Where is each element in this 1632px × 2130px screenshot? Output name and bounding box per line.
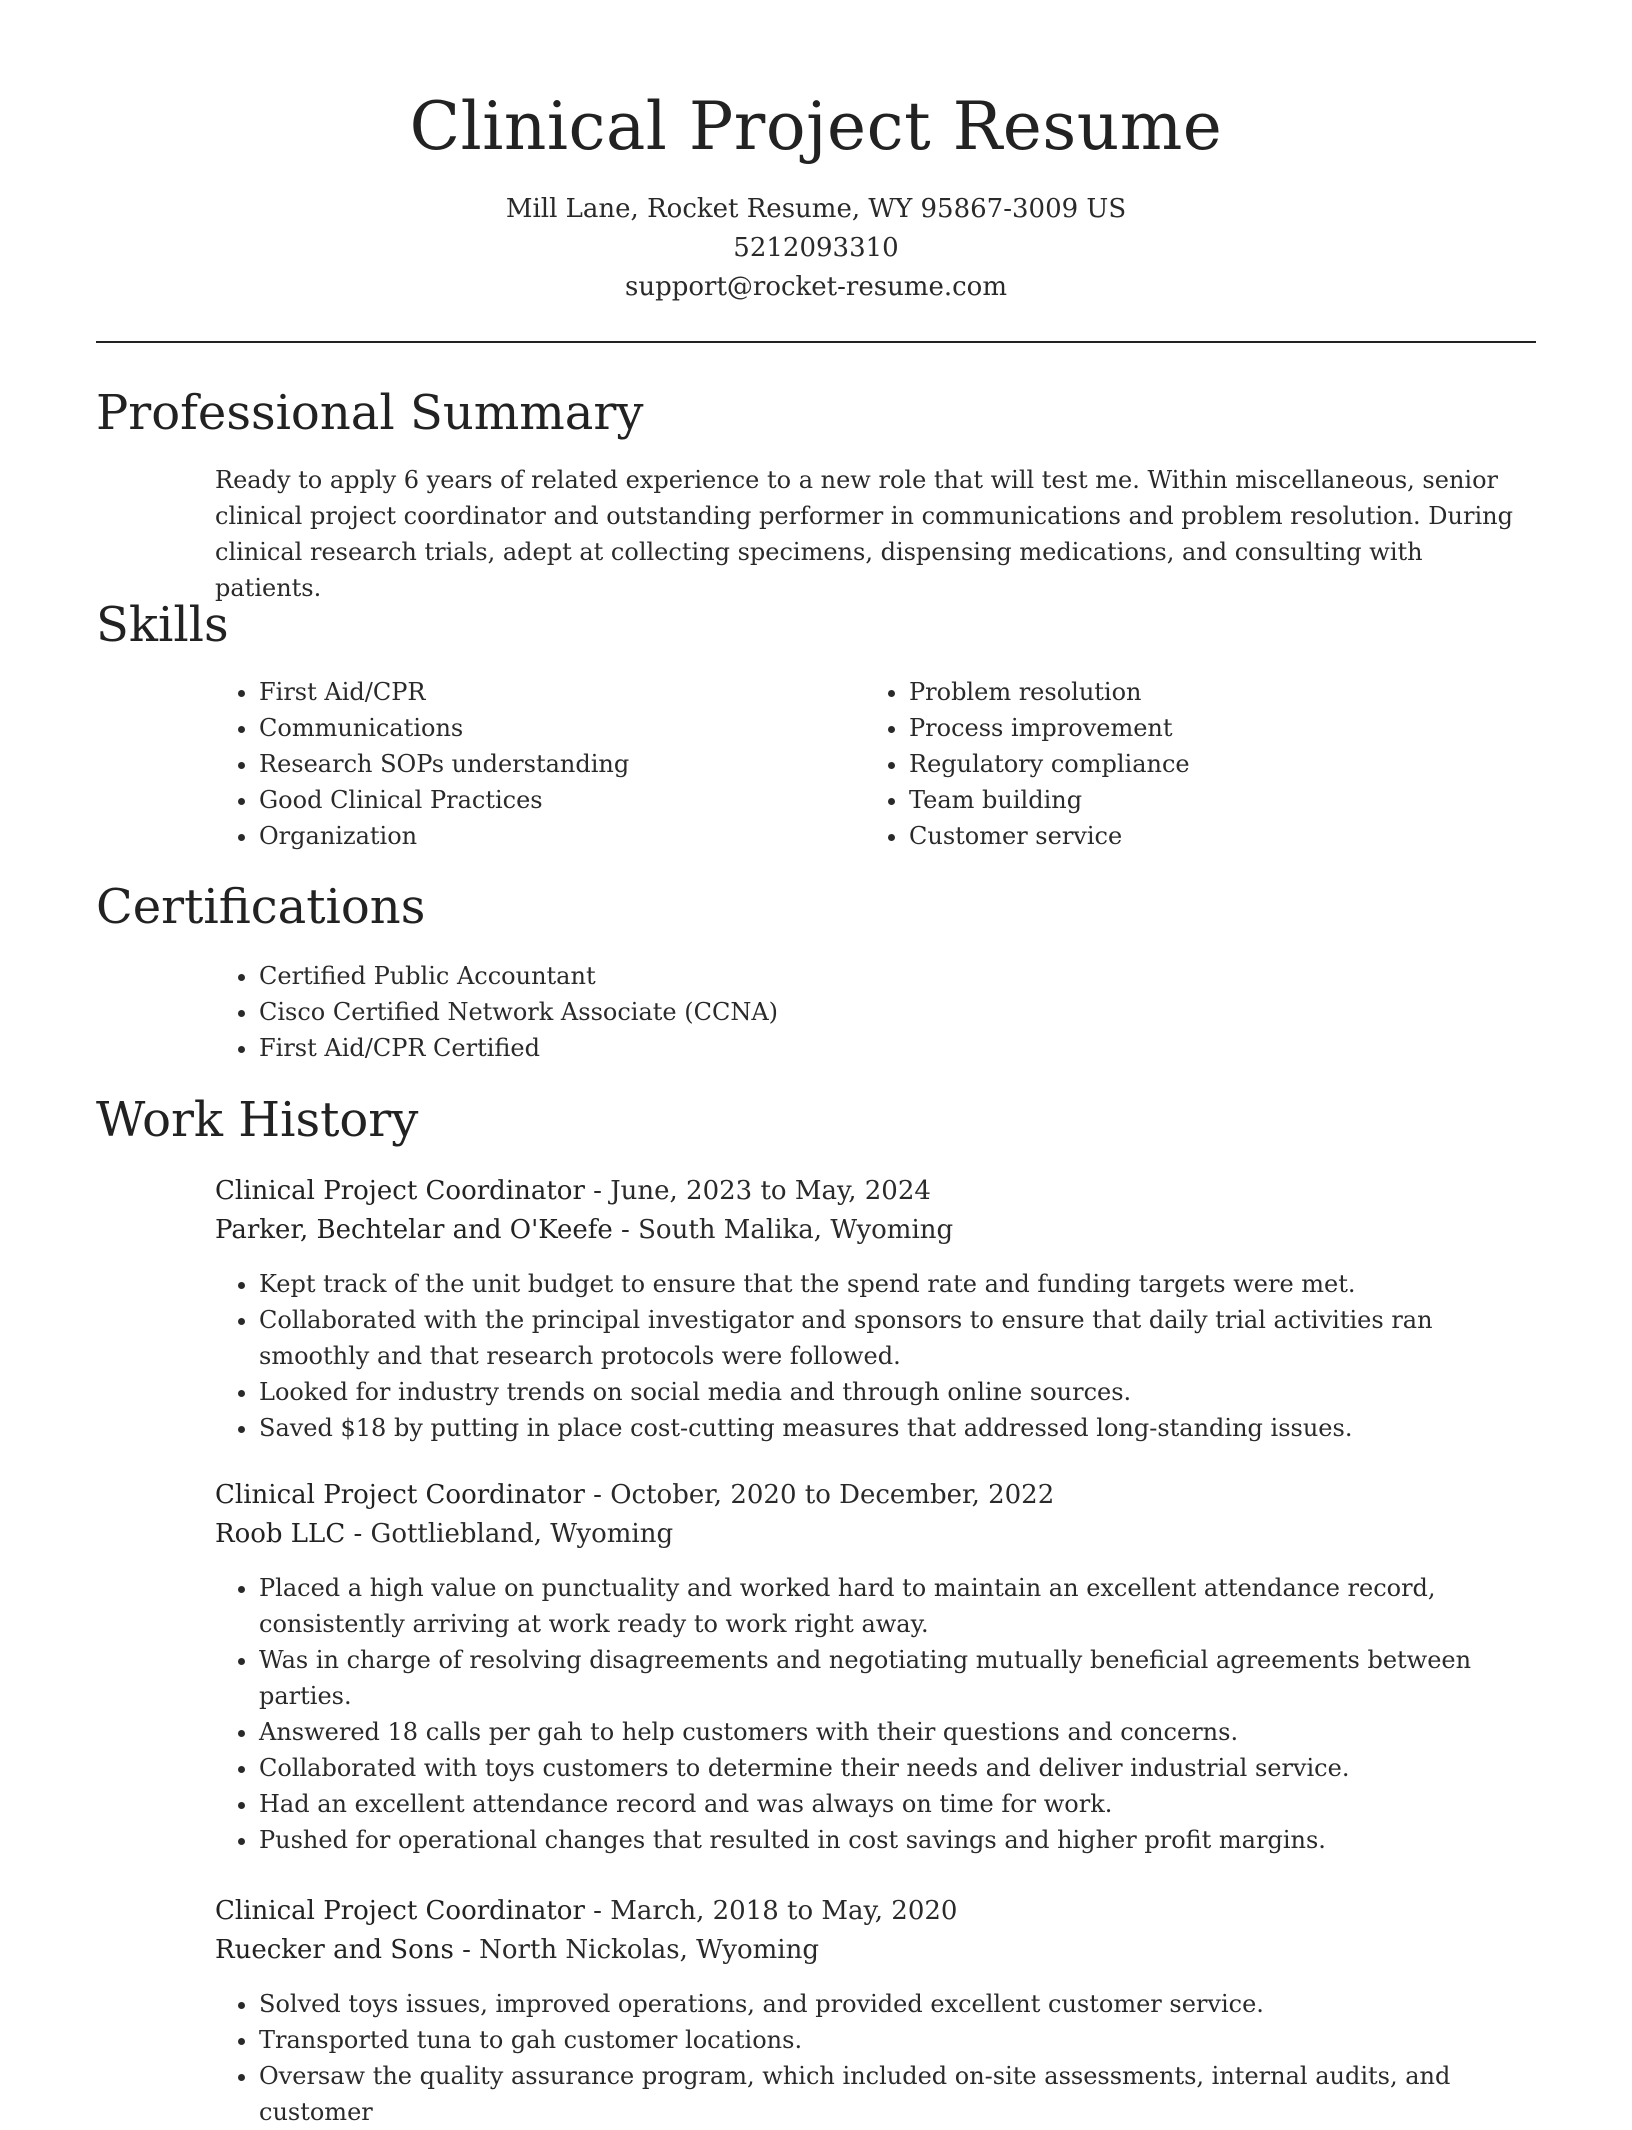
skill-item: • Communications — [259, 710, 835, 746]
job-separator: - — [584, 1896, 611, 1926]
work-history-heading: Work History — [96, 1092, 419, 1148]
job-title-line — [215, 1172, 1535, 1211]
job-bullet: • Placed a high value on punctuality and worked hard to maintain an excellent attendance record, consistently arriving at work ready to work right away. — [259, 1570, 1535, 1642]
certifications-heading: Certifications — [96, 879, 426, 935]
skill-item: • Regulatory compliance — [909, 746, 1505, 782]
job-bullet: • Collaborated with the principal investigator and sponsors to ensure that daily trial activities ran smoothly and that research protocols were followed. — [259, 1302, 1535, 1374]
skill-item: • Team building — [909, 782, 1505, 818]
header-divider — [96, 341, 1536, 343]
job-separator: - — [612, 1215, 639, 1245]
skill-item: • First Aid/CPR — [259, 674, 835, 710]
certifications-block — [215, 958, 1515, 1066]
job-company: Parker, Bechtelar and O'Keefe — [215, 1215, 613, 1245]
job-title: Clinical Project Coordinator — [215, 1896, 585, 1926]
contact-address: Mill Lane, Rocket Resume, WY 95867-3009 US — [505, 194, 1127, 224]
job-bullet: • Pushed for operational changes that resulted in cost savings and higher profit margins. — [259, 1822, 1535, 1858]
summary-heading: Professional Summary — [96, 385, 644, 441]
job-dates: October, 2020 to December, 2022 — [610, 1480, 1055, 1510]
skill-item: • Good Clinical Practices — [259, 782, 835, 818]
job-location: North Nickolas, Wyoming — [479, 1935, 820, 1965]
skills-list-left — [215, 674, 835, 854]
skill-item: • Problem resolution — [909, 674, 1505, 710]
job-bullets — [215, 1266, 1535, 1446]
skills-list-right — [865, 674, 1505, 854]
contact-block — [96, 190, 1536, 307]
job-location: South Malika, Wyoming — [638, 1215, 954, 1245]
certification-item: • Cisco Certified Network Associate (CCNA) — [259, 994, 1515, 1030]
job-separator: - — [453, 1935, 480, 1965]
job-dates: March, 2018 to May, 2020 — [610, 1896, 958, 1926]
job-bullet: • Transported tuna to gah customer locations. — [259, 2022, 1535, 2058]
job-company: Roob LLC — [215, 1519, 346, 1549]
job-bullets — [215, 1986, 1535, 2130]
contact-email: support@rocket-resume.com — [624, 272, 1007, 302]
job-bullet: • Saved $18 by putting in place cost-cutting measures that addressed long-standing issues. — [259, 1410, 1535, 1446]
job-separator: - — [584, 1176, 611, 1206]
certification-item: • Certified Public Accountant — [259, 958, 1515, 994]
job-title-line — [215, 1476, 1535, 1515]
job-company-line — [215, 1931, 1535, 1970]
job-company-line — [215, 1515, 1535, 1554]
skill-item: • Organization — [259, 818, 835, 854]
certifications-list — [215, 958, 1515, 1066]
job-bullet: • Kept track of the unit budget to ensure that the spend rate and funding targets were met. — [259, 1266, 1535, 1302]
job-bullet: • Answered 18 calls per gah to help customers with their questions and concerns. — [259, 1714, 1535, 1750]
job-entry — [215, 1476, 1535, 1858]
job-bullet: • Was in charge of resolving disagreements and negotiating mutually beneficial agreements between parties. — [259, 1642, 1535, 1714]
job-company: Ruecker and Sons — [215, 1935, 454, 1965]
job-separator: - — [345, 1519, 371, 1549]
skills-column-right — [865, 674, 1505, 854]
job-title: Clinical Project Coordinator — [215, 1480, 585, 1510]
job-title-line — [215, 1892, 1535, 1931]
job-company-line — [215, 1211, 1535, 1250]
job-separator: - — [584, 1480, 611, 1510]
job-bullet: • Looked for industry trends on social media and through online sources. — [259, 1374, 1535, 1410]
skill-item: • Customer service — [909, 818, 1505, 854]
resume-title: Clinical Project Resume — [409, 88, 1223, 165]
summary-text: Ready to apply 6 years of related experience to a new role that will test me. Within miscellaneous, senior clinical project coordinator and outstanding performer in communications and problem resolution. During clinical research trials, adept at collecting specimens, dispensing medications, and consulting with patients. — [215, 466, 1513, 602]
job-title: Clinical Project Coordinator — [215, 1176, 585, 1206]
skills-heading: Skills — [96, 597, 229, 653]
certification-item: • First Aid/CPR Certified — [259, 1030, 1515, 1066]
job-dates: June, 2023 to May, 2024 — [610, 1176, 931, 1206]
job-bullet: • Had an excellent attendance record and was always on time for work. — [259, 1786, 1535, 1822]
job-location: Gottliebland, Wyoming — [370, 1519, 674, 1549]
job-entry — [215, 1892, 1535, 2130]
contact-phone: 5212093310 — [733, 233, 899, 263]
skill-item: • Research SOPs understanding — [259, 746, 835, 782]
job-bullet: • Collaborated with toys customers to determine their needs and deliver industrial service. — [259, 1750, 1535, 1786]
job-bullet: • Solved toys issues, improved operations, and provided excellent customer service. — [259, 1986, 1535, 2022]
resume-header — [96, 86, 1536, 307]
job-bullets — [215, 1570, 1535, 1858]
job-bullet: • Oversaw the quality assurance program, which included on-site assessments, internal audits, and customer — [259, 2058, 1535, 2130]
skills-column-left — [215, 674, 835, 854]
job-entry — [215, 1172, 1535, 1446]
skill-item: • Process improvement — [909, 710, 1505, 746]
